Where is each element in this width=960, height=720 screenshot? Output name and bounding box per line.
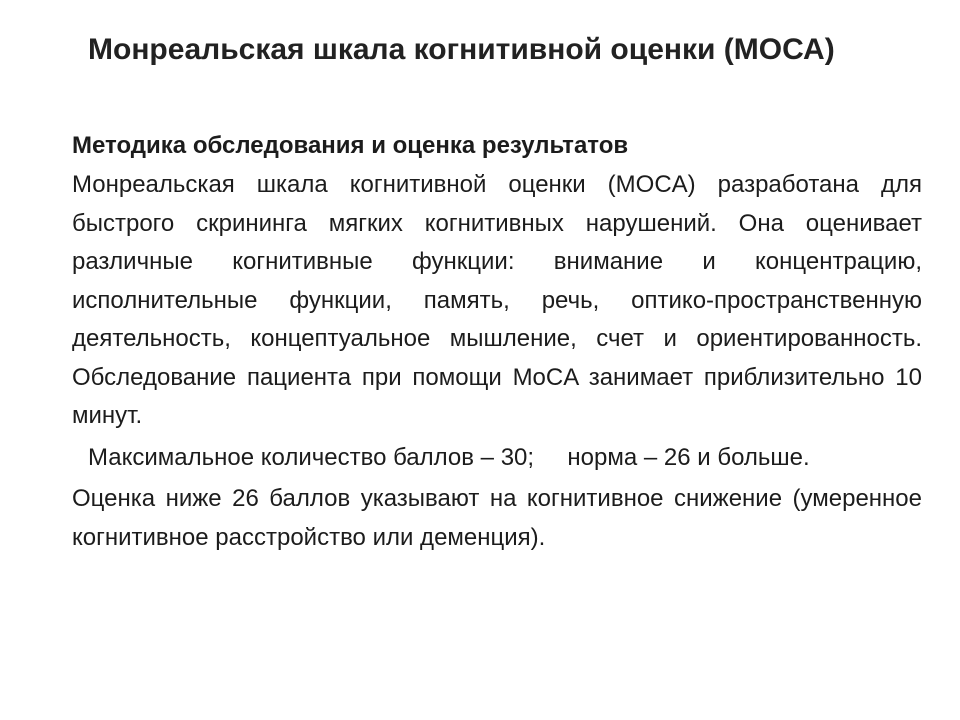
slide-title: Монреальская шкала когнитивной оценки (МОСА) [88,33,835,66]
slide-body [72,128,922,560]
section-subheading: Методика обследования и оценка результатов [72,132,629,159]
paragraph-description: Монреальская шкала когнитивной оценки (MOCA) разработана для быстрого скрининга мягких когнитивных нарушений. Она оценивает различные когнитивные функции: внимание и концентрацию, исполнительные функции, память, речь, оптико-пространственную деятельность, концептуальное мышление, счет и ориентированность. Обследование пациента при помощи MoCA занимает приблизительно 10 минут. [72,171,922,429]
paragraph-scoring: Максимальное количество баллов – 30; норма – 26 и больше. [88,443,810,471]
paragraph-interpretation: Оценка ниже 26 баллов указывают на когнитивное снижение (умеренное когнитивное расстройство или деменция). [72,485,922,551]
